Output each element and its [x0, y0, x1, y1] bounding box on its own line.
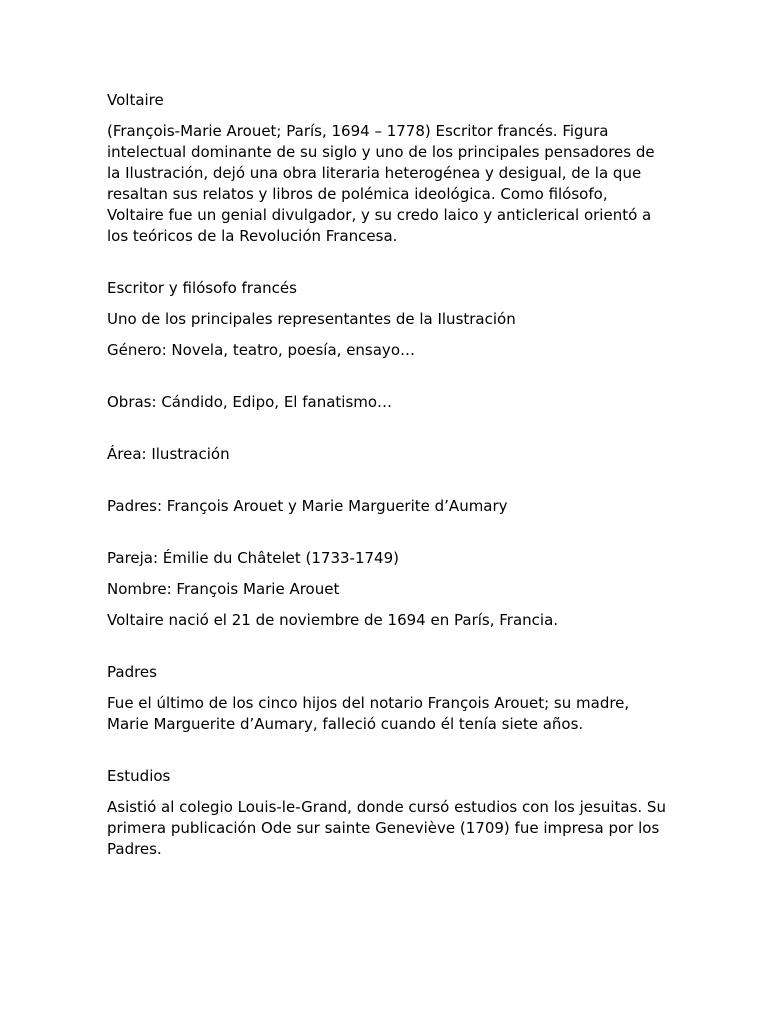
works-line: Obras: Cándido, Edipo, El fanatismo… — [107, 393, 393, 411]
birth-line: Voltaire nació el 21 de noviembre de 1694 en París, Francia. — [107, 611, 559, 629]
subtitle-line: Escritor y filósofo francés — [107, 279, 297, 297]
document-title: Voltaire — [107, 91, 164, 109]
area-line: Área: Ilustración — [107, 445, 230, 463]
parents-heading: Padres — [107, 663, 157, 681]
parents-paragraph: Fue el último de los cinco hijos del notario François Arouet; su madre, Marie Marguerite d’Aumary, falleció cuando él tenía siete años. — [107, 694, 630, 733]
parents-line: Padres: François Arouet y Marie Marguerite d’Aumary — [107, 497, 508, 515]
studies-paragraph: Asistió al colegio Louis-le-Grand, donde cursó estudios con los jesuitas. Su primera publicación Ode sur sainte Geneviève (1709) fue impresa por los Padres. — [107, 798, 666, 858]
intro-paragraph: (François-Marie Arouet; París, 1694 – 1778) Escritor francés. Figura intelectual dominante de su siglo y uno de los principales pensadores de la Ilustración, dejó una obra literaria heterogénea y desigual, de la que resaltan sus relatos y libros de polémica ideológica. Como filósofo, Voltaire fue un genial divulgador, y su credo laico y anticlerical orientó a los teóricos de la Revolución Francesa. — [107, 122, 655, 245]
document-body — [107, 90, 667, 870]
studies-heading: Estudios — [107, 767, 171, 785]
name-line: Nombre: François Marie Arouet — [107, 580, 340, 598]
genre-line: Género: Novela, teatro, poesía, ensayo… — [107, 341, 415, 359]
partner-line: Pareja: Émilie du Châtelet (1733-1749) — [107, 549, 399, 567]
representative-line: Uno de los principales representantes de la Ilustración — [107, 310, 516, 328]
